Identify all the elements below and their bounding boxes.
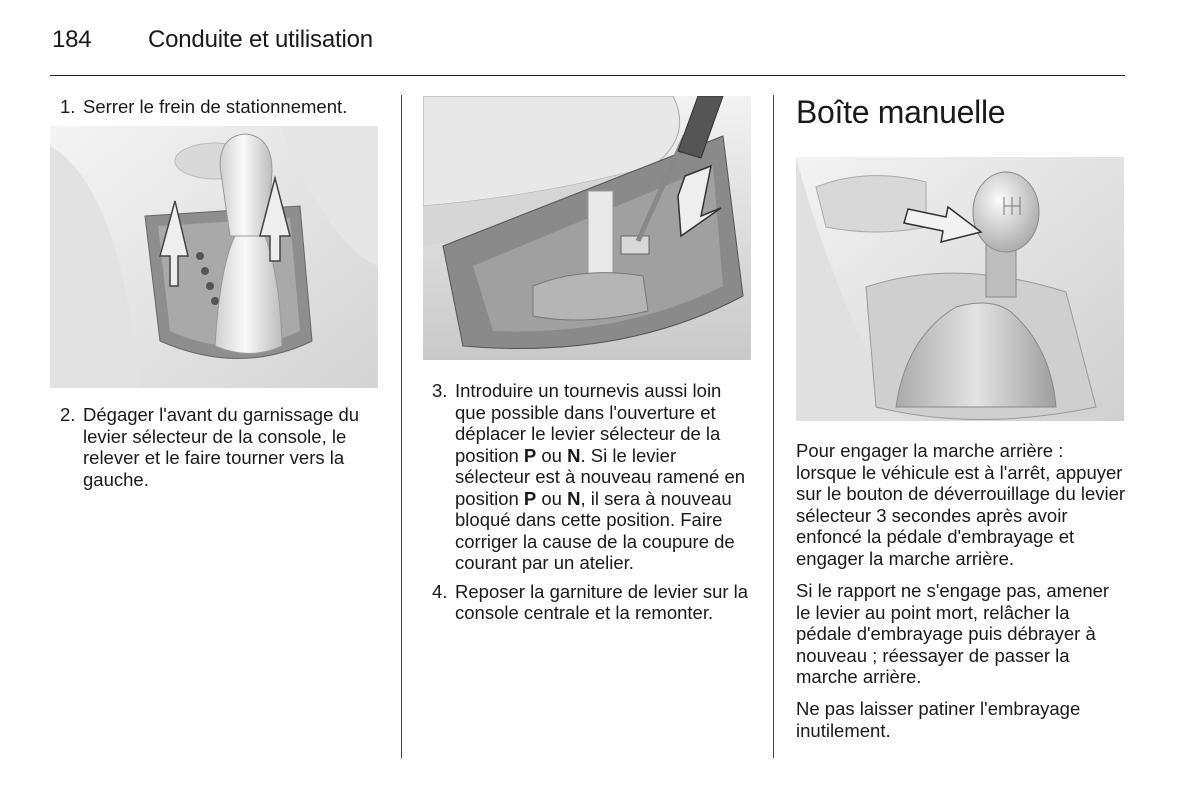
steps-list-bottom bbox=[60, 404, 390, 497]
paragraph-gear-not-engaging: Si le rapport ne s'engage pas, amener le levier au point mort, relâcher la pédale d'embrayage puis débrayer à nouveau ; réessayer de passer la marche arrière. bbox=[796, 580, 1110, 687]
column-divider-1 bbox=[401, 95, 402, 758]
step-text: Serrer le frein de stationnement. bbox=[83, 96, 348, 117]
step-number: 2. bbox=[60, 404, 76, 425]
step-text-part: Introduire un tournevis aussi loin que possible dans l'ouverture et déplacer le levier sélecteur de la position bbox=[455, 380, 722, 466]
step-text-part: , il sera à nouveau bloqué dans cette position. Faire corriger la cause de la coupure de courant par un atelier. bbox=[455, 487, 735, 573]
bold-position-p: P bbox=[523, 444, 537, 466]
automatic-selector-lever-illustration bbox=[50, 126, 378, 388]
page-number: 184 bbox=[52, 26, 92, 53]
step-text-part: . Si le levier sélecteur est à nouveau ramené en position bbox=[455, 444, 746, 509]
step-text: Reposer la garniture de levier sur la console centrale et la remonter. bbox=[455, 580, 749, 623]
column-divider-2 bbox=[773, 95, 774, 758]
step-number: 3. bbox=[432, 380, 448, 401]
page-header bbox=[52, 26, 373, 54]
step-text-part: ou bbox=[536, 487, 568, 509]
step-text-part: ou bbox=[536, 444, 568, 466]
bold-position-p: P bbox=[523, 487, 537, 509]
list-item bbox=[60, 96, 390, 118]
list-item bbox=[432, 380, 752, 574]
section-title: Conduite et utilisation bbox=[148, 26, 373, 53]
step-number: 4. bbox=[432, 580, 448, 602]
step-number: 1. bbox=[60, 96, 76, 117]
paragraph-reverse-gear: Pour engager la marche arrière : lorsque le véhicule est à l'arrêt, appuyer sur le bouton de déverrouillage du levier sélecteur 3 secondes après avoir enfoncé la pédale d'embrayage et engager la marche arrière. bbox=[796, 440, 1126, 569]
steps-list-top bbox=[60, 96, 390, 125]
bold-position-n: N bbox=[567, 487, 581, 509]
section-heading: Boîte manuelle bbox=[796, 94, 1006, 130]
manual-gear-lever-illustration bbox=[796, 157, 1124, 421]
list-item bbox=[60, 404, 390, 490]
header-rule bbox=[50, 75, 1125, 76]
list-item bbox=[432, 581, 752, 624]
steps-list-column2 bbox=[432, 380, 752, 631]
bold-position-n: N bbox=[567, 444, 581, 466]
paragraph-clutch-warning: Ne pas laisser patiner l'embrayage inutilement. bbox=[796, 698, 1081, 741]
step-text: Dégager l'avant du garnissage du levier sélecteur de la console, le relever et le faire tourner vers la gauche. bbox=[83, 404, 360, 490]
screwdriver-release-illustration bbox=[423, 96, 751, 360]
